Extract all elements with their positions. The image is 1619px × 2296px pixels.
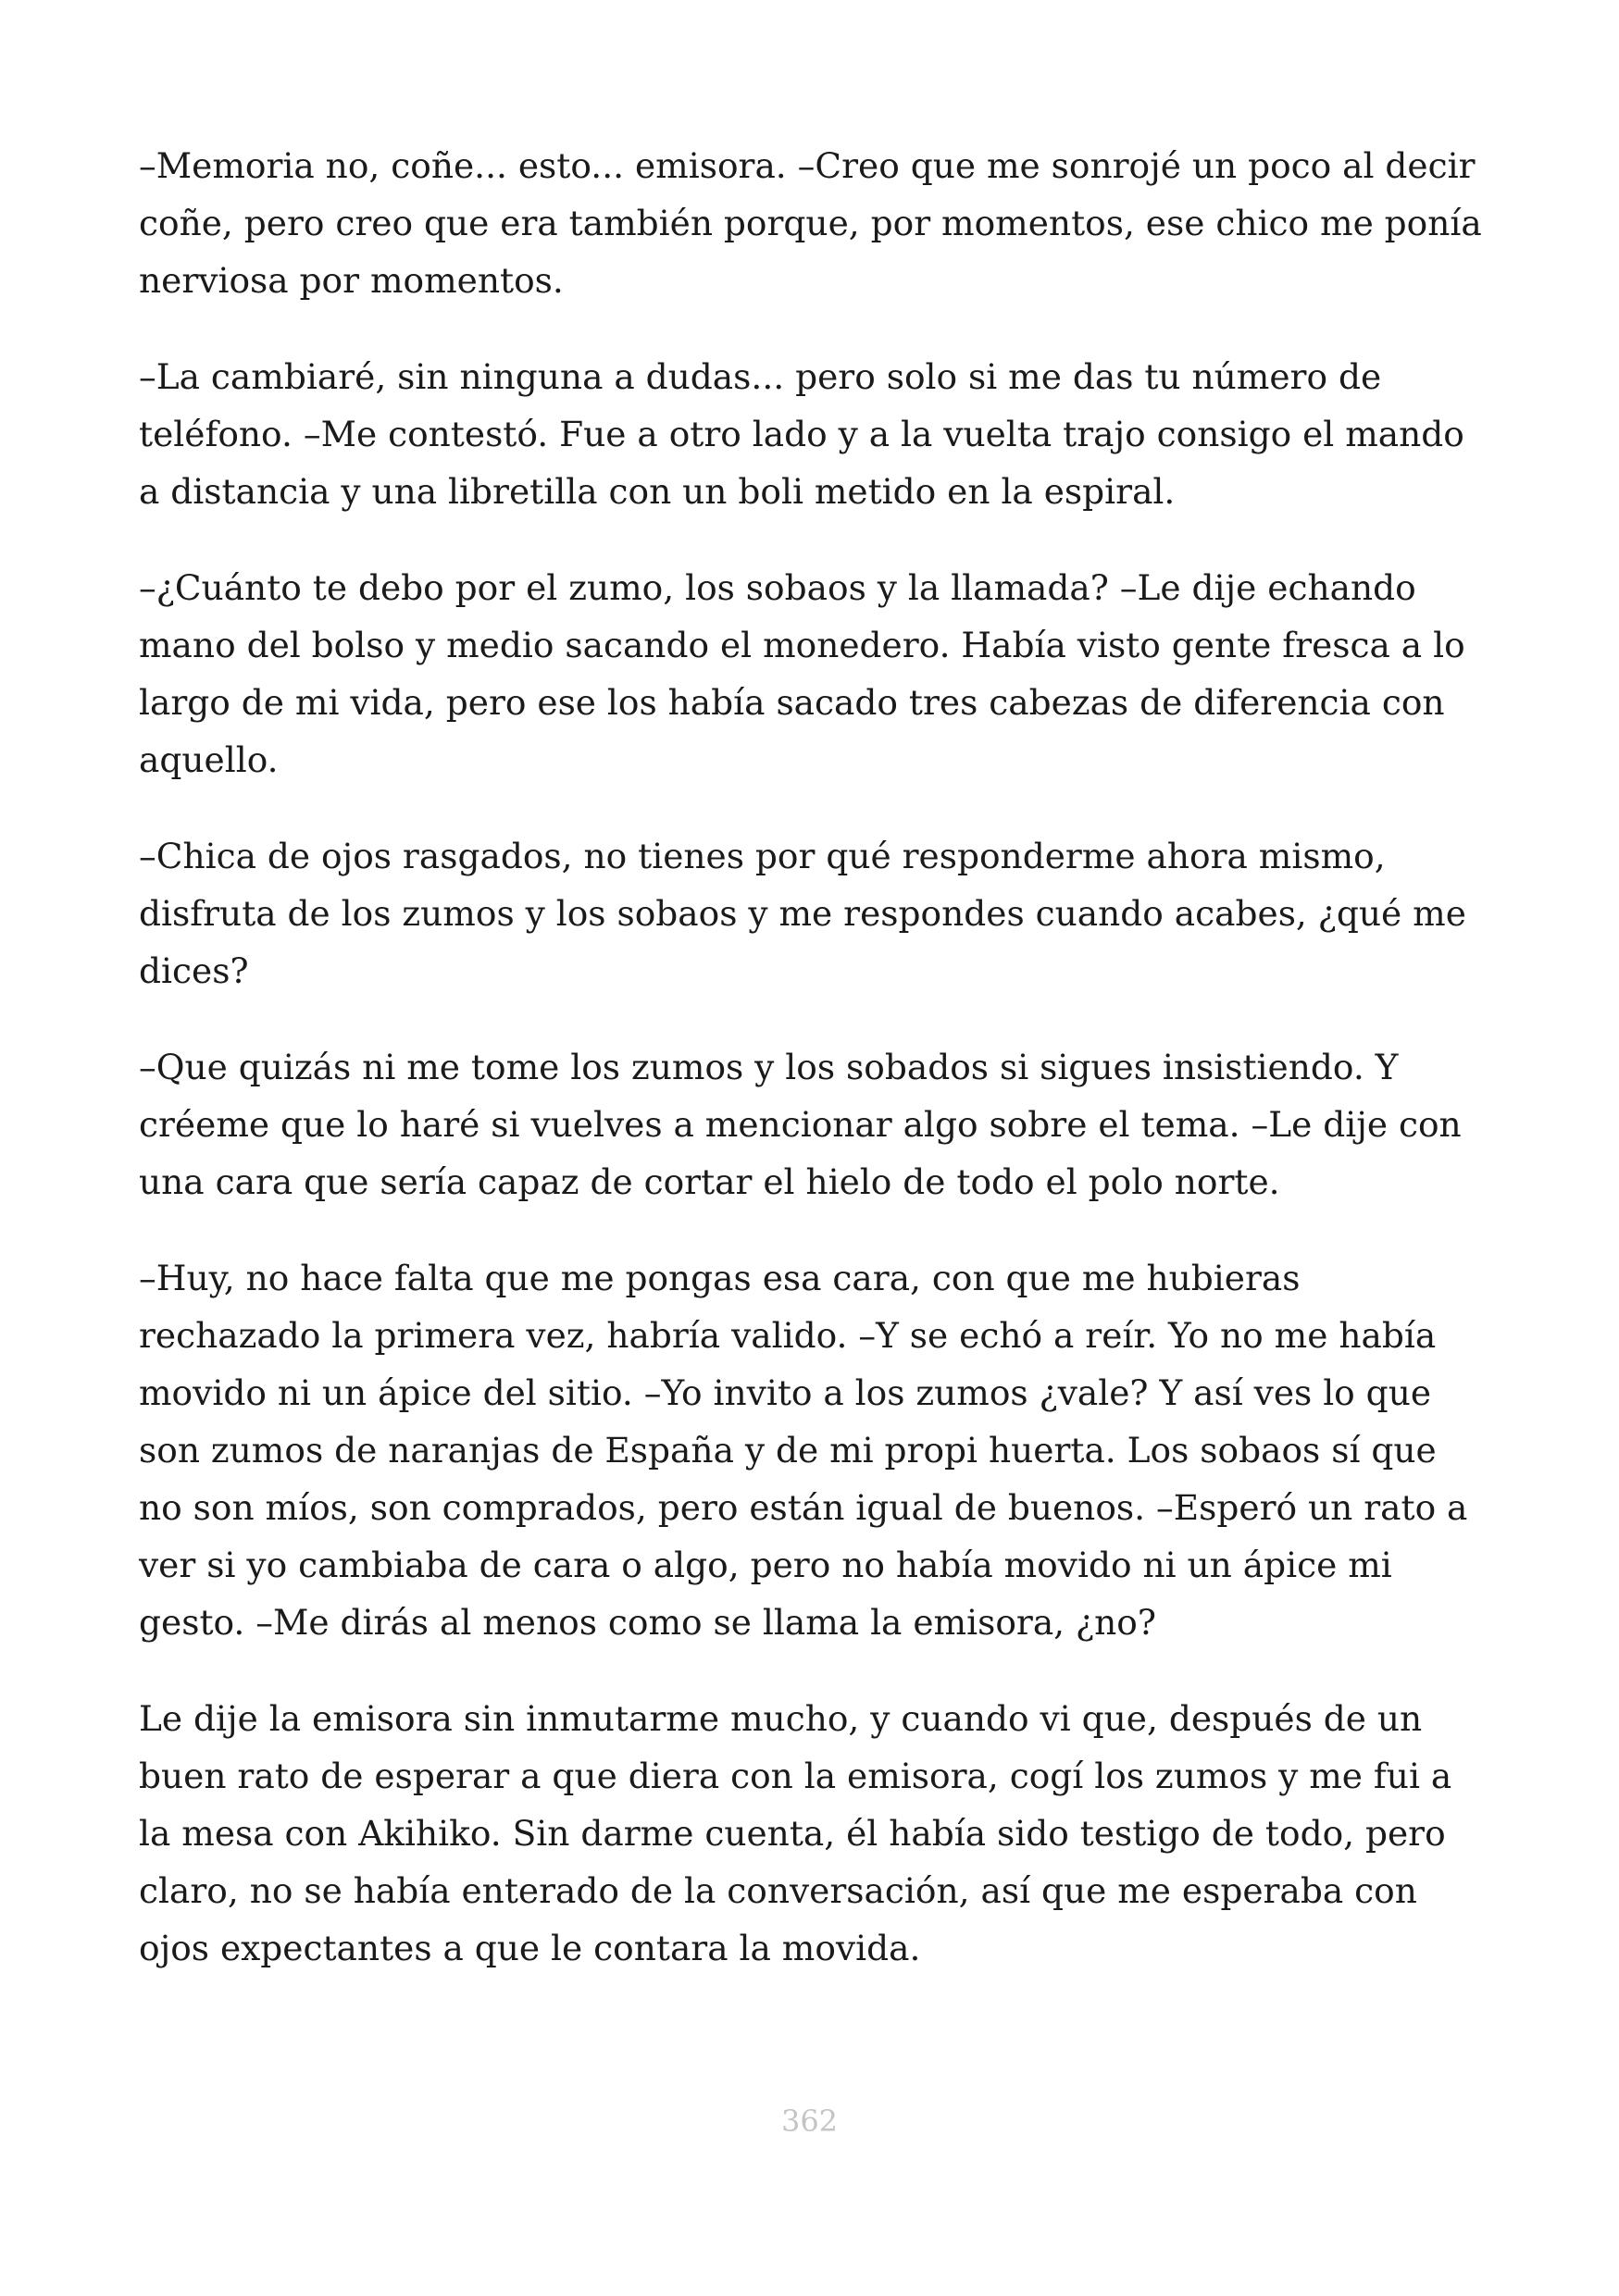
- paragraph: –Chica de ojos rasgados, no tienes por qué responderme ahora mismo, disfruta de los zumos y los sobaos y me respondes cuando acabes, ¿qué me dices?: [139, 836, 1466, 991]
- paragraph: Le dije la emisora sin inmutarme mucho, y cuando vi que, después de un buen rato de esperar a que diera con la emisora, cogí los zumos y me fui a la mesa con Akihiko. Sin darme cuenta, él había sido testigo de todo, pero claro, no se había enterado de la conversación, así que me esperaba con ojos expectantes a que le contara la movida.: [139, 1698, 1452, 1968]
- page-number: 362: [780, 2104, 839, 2139]
- paragraph: –Huy, no hace falta que me pongas esa cara, con que me hubieras rechazado la primera vez, habría valido. –Y se echó a reír. Yo no me había movido ni un ápice del sitio. –Yo invito a los zumos ¿vale? Y así ves lo que son zumos de naranjas de España y de mi propi huerta. Los sobaos sí que no son míos, son comprados, pero están igual de buenos. –Esperó un rato a ver si yo cambiaba de cara o algo, pero no había movido ni un ápice mi gesto. –Me dirás al menos como se llama la emisora, ¿no?: [139, 1258, 1468, 1643]
- paragraph: –Que quizás ni me tome los zumos y los sobados si sigues insistiendo. Y créeme que lo haré si vuelves a mencionar algo sobre el tema. –Le dije con una cara que sería capaz de cortar el hielo de todo el polo norte.: [139, 1047, 1462, 1202]
- paragraph: –¿Cuánto te debo por el zumo, los sobaos y la llamada? –Le dije echando mano del bolso y medio sacando el monedero. Había visto gente fresca a lo largo de mi vida, pero ese los había sacado tres cabezas de diferencia con aquello.: [139, 567, 1465, 780]
- paragraph: –La cambiaré, sin ninguna a dudas... pero solo si me das tu número de teléfono. –Me contestó. Fue a otro lado y a la vuelta trajo consigo el mando a distancia y una libretilla con un boli metido en la espiral.: [139, 356, 1464, 512]
- body-text: [139, 137, 1486, 2016]
- paragraph: –Memoria no, coñe... esto... emisora. –Creo que me sonrojé un poco al decir coñe, pero creo que era también porque, por momentos, ese chico me ponía nerviosa por momentos.: [139, 145, 1482, 301]
